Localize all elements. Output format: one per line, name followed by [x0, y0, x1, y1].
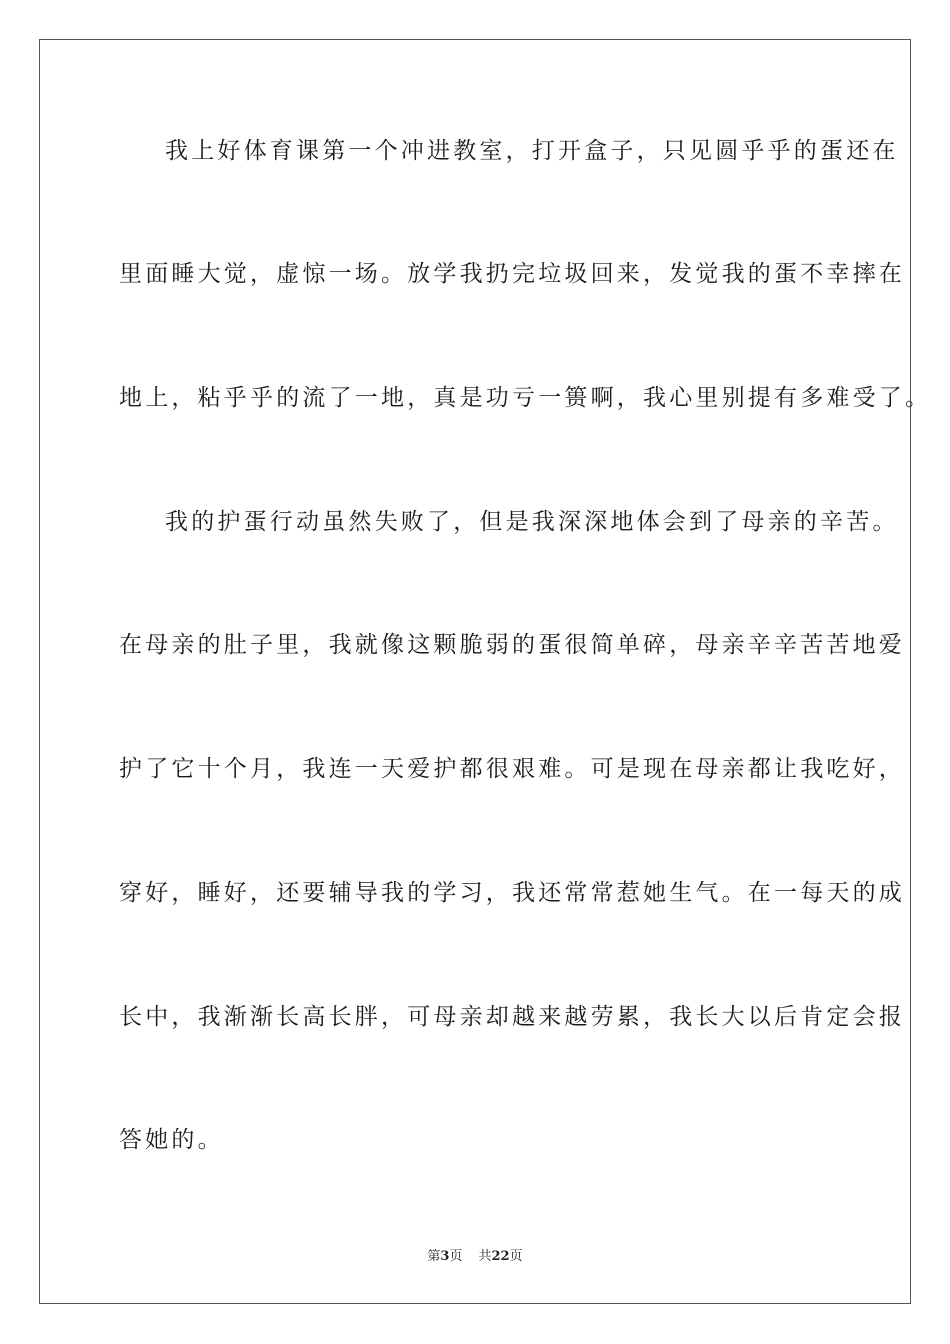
total-suffix: 页 [509, 1249, 523, 1264]
paragraph-line-7: 穿好，睡好，还要辅导我的学习，我还常常惹她生气。在一每天的成 [119, 880, 905, 906]
paragraph-line-9: 答她的。 [119, 1127, 224, 1153]
paragraph-line-2: 里面睡大觉，虚惊一场。放学我扔完垃圾回来，发觉我的蛋不幸摔在 [119, 261, 905, 287]
page-prefix: 第 [427, 1249, 441, 1264]
page-number: 3 [440, 1249, 450, 1264]
paragraph-line-5: 在母亲的肚子里，我就像这颗脆弱的蛋很简单碎，母亲辛辛苦苦地爱 [119, 632, 905, 658]
page-frame [39, 39, 911, 1304]
paragraph-line-8: 长中，我渐渐长高长胖，可母亲却越来越劳累，我长大以后肯定会报 [119, 1004, 905, 1030]
paragraph-line-1: 我上好体育课第一个冲进教室，打开盒子，只见圆乎乎的蛋还在 [165, 138, 899, 164]
page-suffix: 页 [449, 1249, 463, 1264]
paragraph-line-6: 护了它十个月，我连一天爱护都很艰难。可是现在母亲都让我吃好， [119, 756, 905, 782]
total-prefix: 共 [478, 1249, 492, 1264]
paragraph-line-4: 我的护蛋行动虽然失败了，但是我深深地体会到了母亲的辛苦。 [165, 509, 899, 535]
paragraph-line-3: 地上，粘乎乎的流了一地，真是功亏一篑啊，我心里别提有多难受了。 [119, 385, 932, 411]
page-footer [0, 1248, 950, 1266]
total-pages: 22 [491, 1249, 510, 1264]
